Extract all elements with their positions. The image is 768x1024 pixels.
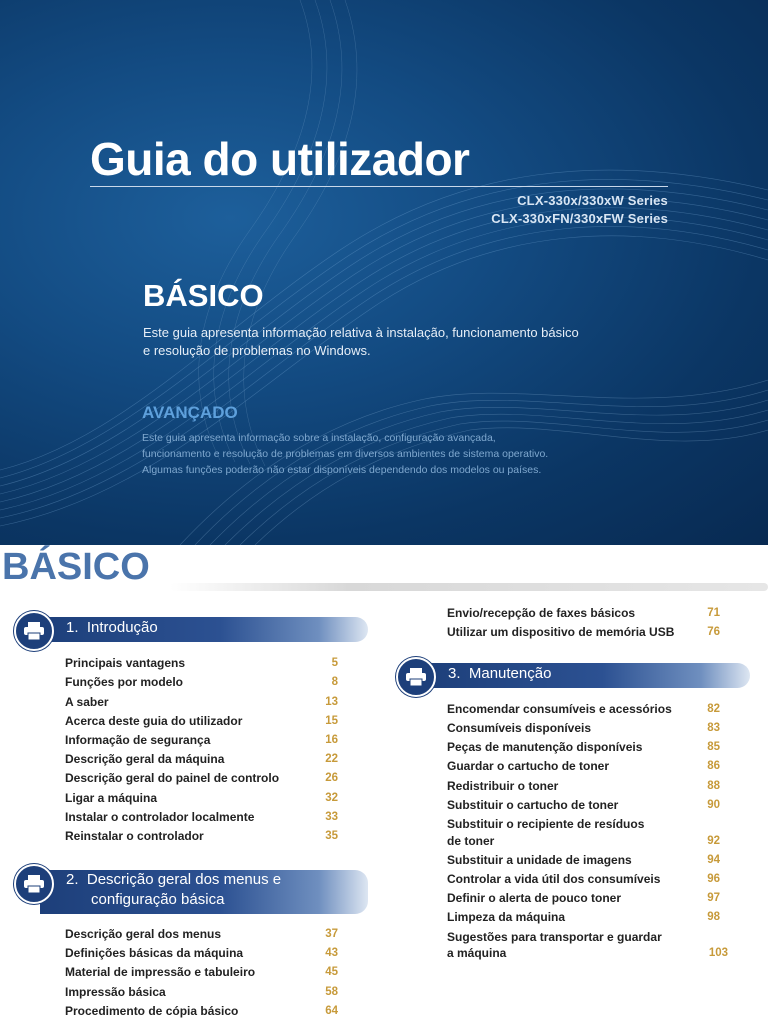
toc-entry-page[interactable]: 86	[707, 760, 720, 772]
toc-entry-page[interactable]: 43	[325, 947, 338, 959]
basico-guide-description: Este guia apresenta informação relativa à instalação, funcionamento básico e resolução de problemas no Windows.	[143, 325, 579, 358]
toc-entry-page[interactable]: 33	[325, 811, 338, 823]
toc-entry-page[interactable]: 5	[331, 657, 338, 669]
section-title	[66, 618, 158, 638]
toc-entry-page[interactable]: 45	[325, 966, 338, 978]
toc-entry-page[interactable]: 76	[707, 626, 720, 638]
toc-entry-label[interactable]: Definir o alerta de pouco toner	[447, 891, 622, 905]
toc-entry-label[interactable]: Informação de segurança	[65, 733, 211, 747]
toc-entry-page[interactable]: 26	[325, 772, 338, 784]
toc-heading: BÁSICO	[2, 546, 150, 588]
toc-entry-label[interactable]: Impressão básica	[65, 985, 166, 999]
toc-entry-page[interactable]: 8	[331, 676, 338, 688]
toc-entry-page[interactable]: 64	[325, 1005, 338, 1017]
toc-entry-page[interactable]: 94	[707, 854, 720, 866]
section-header-introducao[interactable]	[14, 613, 368, 643]
section-title-text: Introdução	[86, 619, 158, 636]
section-title-continued: configuração básica	[91, 891, 225, 908]
toc-entry-label[interactable]: Peças de manutenção disponíveis	[447, 740, 643, 754]
toc-entry-label[interactable]: A saber	[65, 695, 109, 709]
toc-entry-page[interactable]: 16	[325, 734, 338, 746]
toc-entry-label[interactable]: Acerca deste guia do utilizador	[65, 714, 243, 728]
toc-entry-label[interactable]: Procedimento de cópia básico	[65, 1004, 239, 1018]
toc-heading-divider	[170, 583, 768, 591]
toc-entry-label[interactable]: Guardar o cartucho de toner	[447, 759, 610, 773]
toc-entry-page[interactable]: 98	[707, 911, 720, 923]
printer-icon	[396, 657, 436, 697]
toc-entry-label[interactable]: Envio/recepção de faxes básicos	[447, 606, 636, 620]
toc-entry-label[interactable]: Principais vantagens	[65, 656, 186, 670]
toc-entry-label[interactable]: Material de impressão e tabuleiro	[65, 965, 256, 979]
section-title-text: Manutenção	[468, 665, 552, 682]
toc-entry-label[interactable]: Substituir o recipiente de resíduos	[447, 817, 645, 831]
model-series-line-2: CLX-330xFN/330xFW Series	[491, 211, 668, 226]
toc-entry-page[interactable]: 90	[707, 799, 720, 811]
toc-entry-label-continued[interactable]: de toner	[447, 834, 495, 848]
toc-entry-label[interactable]: Redistribuir o toner	[447, 779, 559, 793]
toc-entry-page[interactable]: 82	[707, 703, 720, 715]
section-number: 2.	[66, 871, 79, 888]
toc-entry-label[interactable]: Encomendar consumíveis e acessórios	[447, 702, 672, 716]
toc-entry-page[interactable]: 83	[707, 722, 720, 734]
avancado-description-line: funcionamento e resolução de problemas em diversos ambientes de sistema operativo.	[142, 448, 549, 460]
toc-entry-label-continued[interactable]: a máquina	[447, 946, 507, 960]
toc-entry-page[interactable]: 32	[325, 792, 338, 804]
toc-entry-page[interactable]: 96	[707, 873, 720, 885]
toc-entry-label[interactable]: Substituir o cartucho de toner	[447, 798, 619, 812]
model-series-line-1: CLX-330x/330xW Series	[517, 193, 668, 208]
toc-entry-page[interactable]: 92	[707, 835, 720, 847]
title-divider	[90, 186, 668, 187]
toc-entry-page[interactable]: 15	[325, 715, 338, 727]
section-header-menus[interactable]	[14, 866, 368, 912]
avancado-guide-description	[142, 430, 612, 478]
toc-entry-label[interactable]: Descrição geral dos menus	[65, 927, 222, 941]
section-header-manutencao[interactable]	[396, 659, 750, 689]
printer-icon	[14, 864, 54, 904]
avancado-description-line: Algumas funções poderão não estar disponíveis dependendo dos modelos ou países.	[142, 464, 542, 476]
toc-entry-label[interactable]: Funções por modelo	[65, 675, 184, 689]
toc-entry-label[interactable]: Consumíveis disponíveis	[447, 721, 592, 735]
toc-entry-label[interactable]: Limpeza da máquina	[447, 910, 566, 924]
toc-entry-page[interactable]: 88	[707, 780, 720, 792]
toc-entry-label[interactable]: Sugestões para transportar e guardar	[447, 930, 662, 944]
section-number: 3.	[448, 665, 461, 682]
toc-entry-page[interactable]: 58	[325, 986, 338, 998]
toc-entry-label[interactable]: Reinstalar o controlador	[65, 829, 204, 843]
toc-entry-page[interactable]: 37	[325, 928, 338, 940]
toc-entry-label[interactable]: Ligar a máquina	[65, 791, 158, 805]
toc-entry-label[interactable]: Descrição geral do painel de controlo	[65, 771, 280, 785]
toc-entry-page[interactable]: 71	[707, 607, 720, 619]
toc-entry-page[interactable]: 103	[708, 947, 728, 959]
section-number: 1.	[66, 619, 79, 636]
section-title-text: Descrição geral dos menus e	[86, 871, 282, 888]
section-title	[66, 870, 281, 890]
toc-entry-page[interactable]: 85	[707, 741, 720, 753]
toc-entry-page[interactable]: 22	[325, 753, 338, 765]
basico-guide-heading[interactable]: BÁSICO	[143, 278, 264, 313]
avancado-guide-heading[interactable]: AVANÇADO	[142, 403, 238, 422]
toc-entry-label[interactable]: Definições básicas da máquina	[65, 946, 244, 960]
toc-entry-label[interactable]: Substituir a unidade de imagens	[447, 853, 632, 867]
printer-icon	[14, 611, 54, 651]
toc-entry-label[interactable]: Controlar a vida útil dos consumíveis	[447, 872, 661, 886]
toc-entry-label[interactable]: Descrição geral da máquina	[65, 752, 225, 766]
avancado-description-line: Este guia apresenta informação sobre a instalação, configuração avançada,	[142, 432, 496, 444]
toc-entry-page[interactable]: 35	[325, 830, 338, 842]
toc-entry-label[interactable]: Utilizar um dispositivo de memória USB	[447, 625, 675, 639]
toc-entry-page[interactable]: 13	[325, 696, 338, 708]
section-title	[448, 664, 551, 684]
document-title: Guia do utilizador	[90, 133, 470, 185]
toc-entry-label[interactable]: Instalar o controlador localmente	[65, 810, 255, 824]
toc-entry-page[interactable]: 97	[707, 892, 720, 904]
